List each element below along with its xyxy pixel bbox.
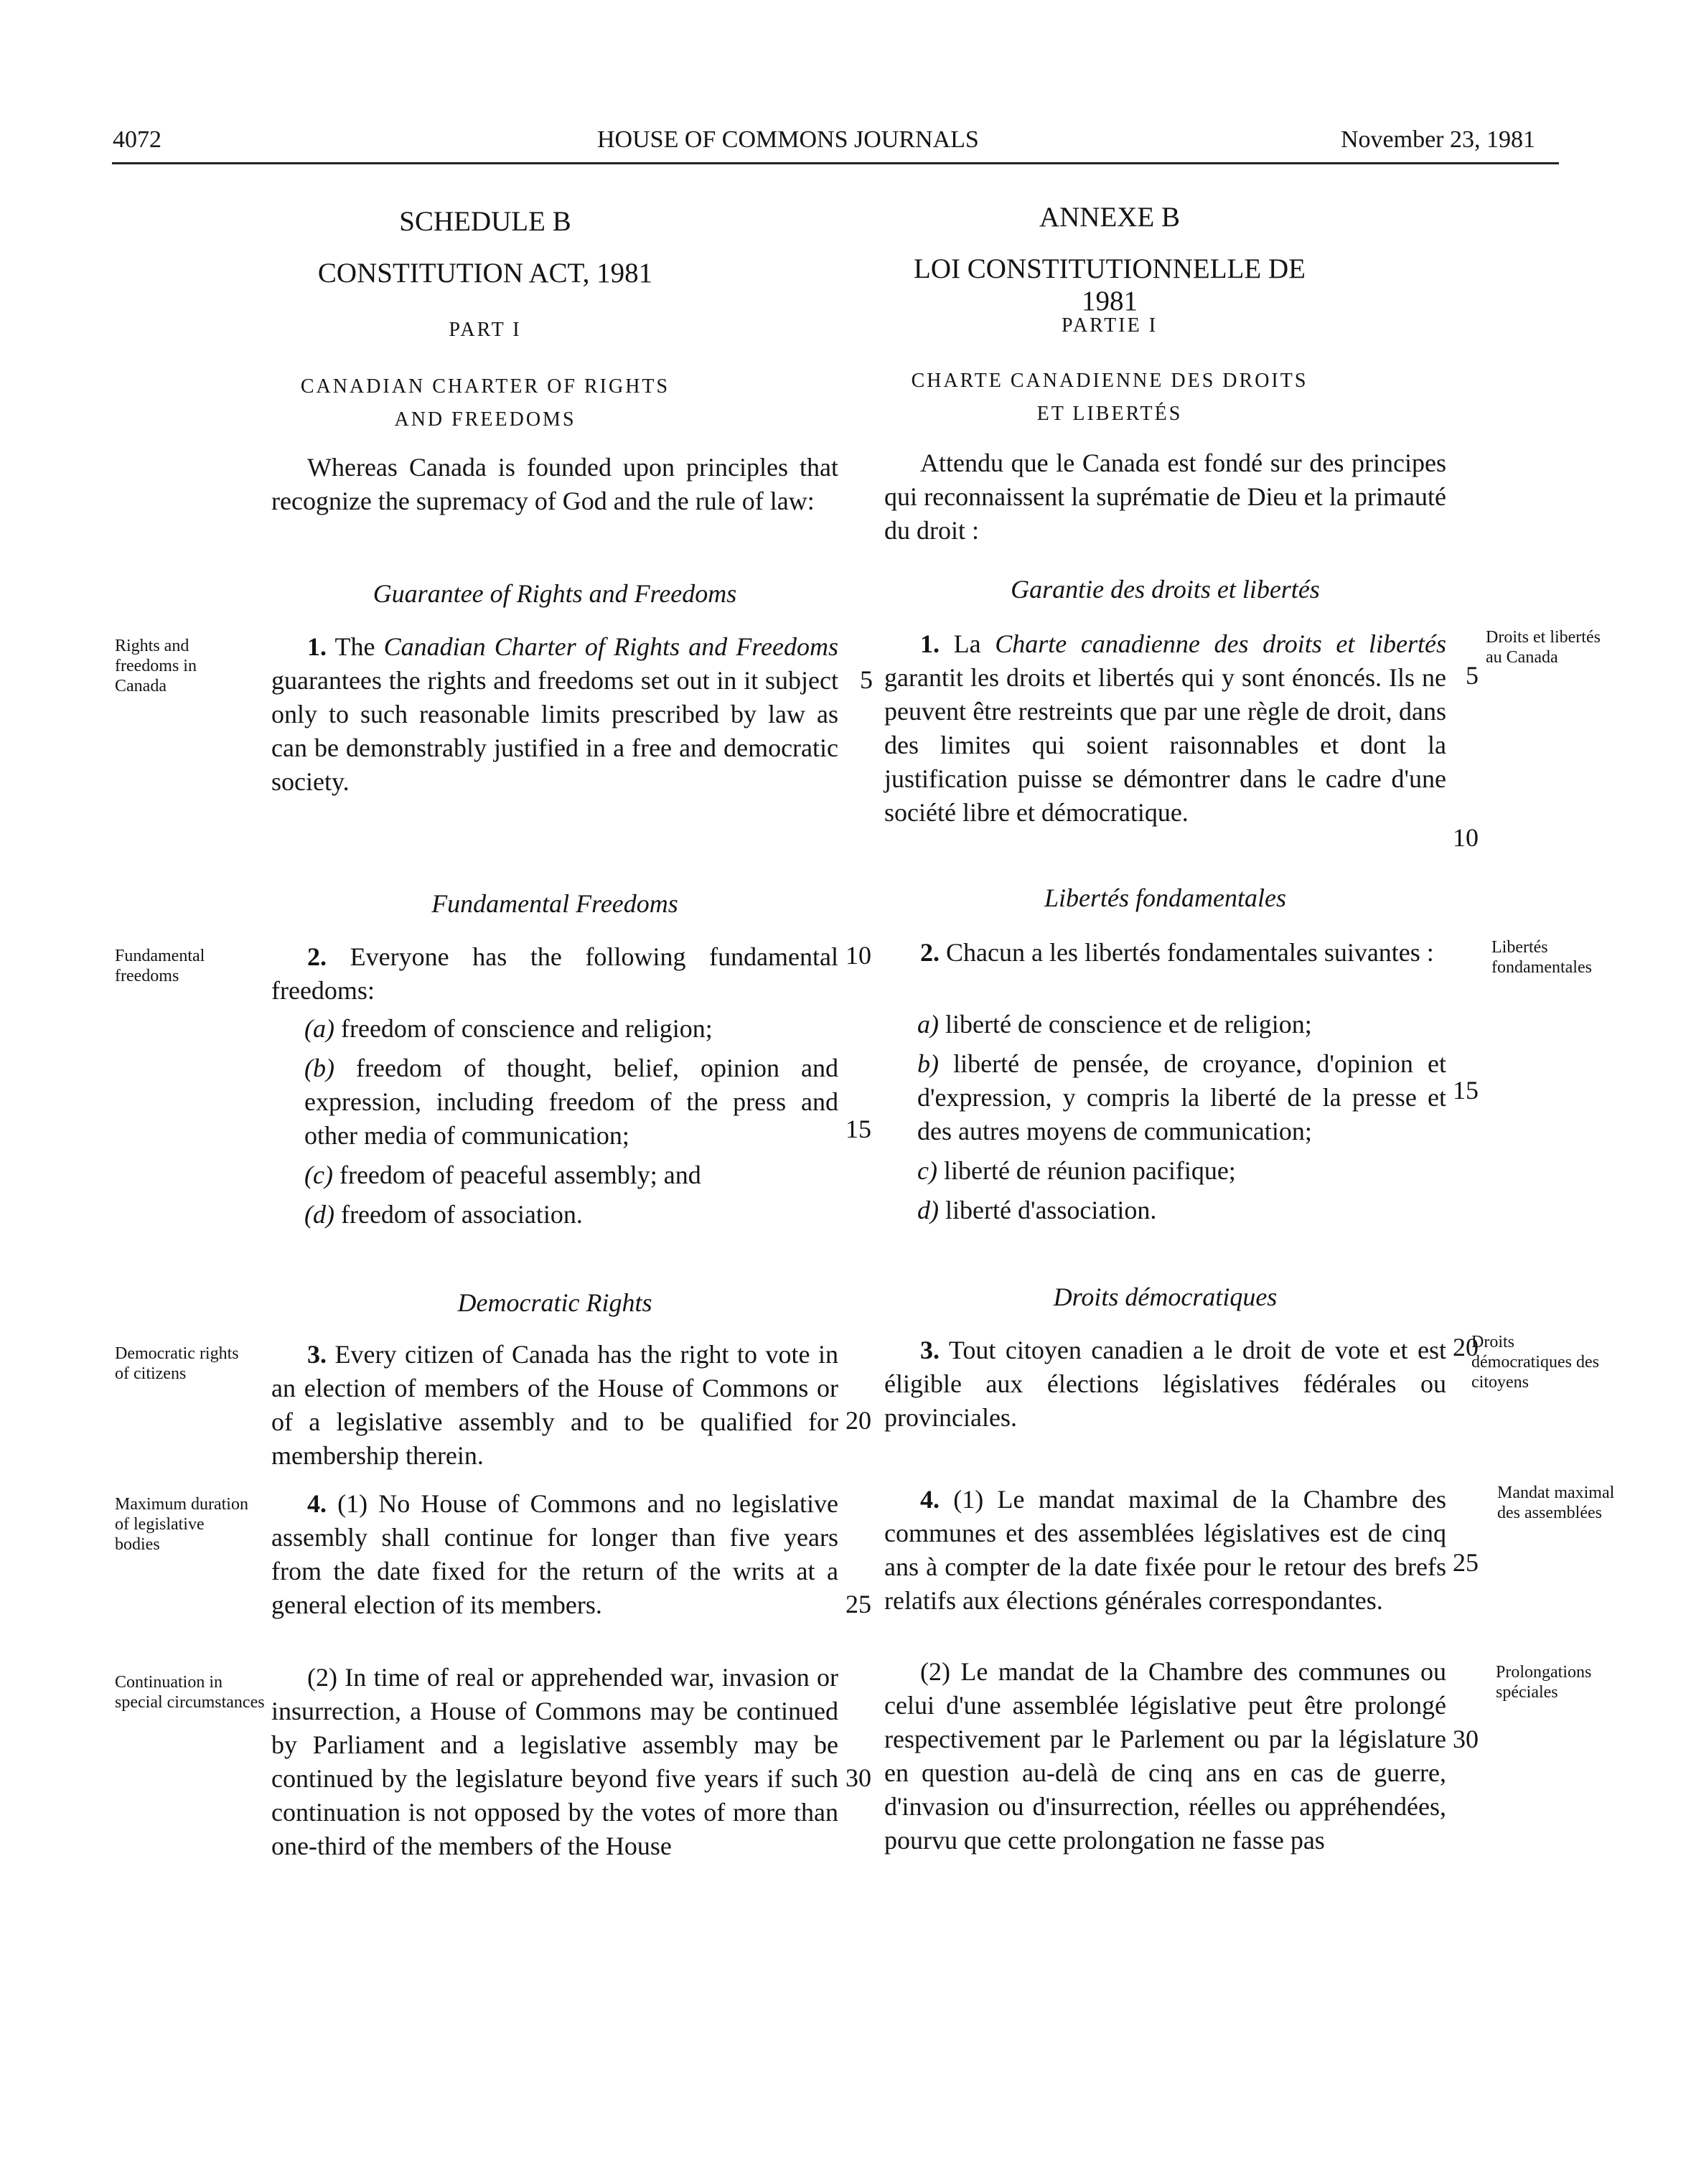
fr-heading-democratic: Droits démocratiques (1053, 1283, 1278, 1311)
en-s2-items (304, 1012, 838, 1232)
en-charter-title: CANADIAN CHARTER OF RIGHTS AND FREEDOMS (300, 375, 670, 431)
fr-s2-item-c: c) liberté de réunion pacifique; (917, 1156, 1236, 1185)
fr-section-1 (884, 627, 1446, 830)
fr-section-3 (884, 1334, 1446, 1435)
en-s3-number: 3. (307, 1340, 327, 1369)
fr-heading-fundamental: Libertés fondamentales (1044, 884, 1286, 912)
en-s2-number: 2. (307, 942, 327, 971)
en-margin-note-fundamental: Fundamental freedoms (115, 947, 205, 985)
en-margin-note-duration: Maximum duration of legislative bodies (115, 1495, 248, 1554)
fr-s4-1-text: (1) Le mandat maximal de la Chambre des communes et des assemblées législatives est de cinq ans à compter de la date fixée pour le retour des brefs relatifs aux élections générales correspondantes. (884, 1485, 1446, 1615)
en-s1-charter-title: Canadian Charter of Rights and Freedoms (383, 632, 838, 661)
en-s4-1-text: (1) No House of Commons and no legislative assembly shall continue for longer than five years from the date fixed for the return of the writs at a general election of its members. (271, 1489, 838, 1619)
en-line-number-30: 30 (846, 1763, 871, 1792)
en-line-number-20: 20 (846, 1406, 871, 1435)
en-s1-number: 1. (307, 632, 327, 661)
en-section-4-1 (271, 1487, 838, 1622)
en-s2-item-b: (b) freedom of thought, belief, opinion and expression, including freedom of the press and other media of communication; (304, 1054, 839, 1150)
header-rule (112, 162, 1559, 164)
en-s2-item-c: (c) freedom of peaceful assembly; and (304, 1161, 701, 1189)
en-section-1 (271, 630, 838, 799)
fr-s2-item-b: b) liberté de pensée, de croyance, d'opinion et d'expression, y compris la liberté de la presse et des autres moyens de communication; (917, 1049, 1446, 1145)
en-line-number-5: 5 (860, 665, 873, 694)
fr-line-number-30: 30 (1453, 1725, 1479, 1753)
fr-act-title: LOI CONSTITUTIONNELLE DE 1981 (914, 253, 1306, 317)
fr-s2-items (917, 1008, 1446, 1227)
en-act-title: CONSTITUTION ACT, 1981 (317, 258, 653, 289)
en-part-title: PART I (449, 319, 522, 341)
fr-charter-title: CHARTE CANADIENNE DES DROITS ET LIBERTÉS (911, 370, 1308, 425)
fr-part-title: PARTIE I (1061, 314, 1158, 337)
journal-date: November 23, 1981 (1341, 126, 1536, 153)
fr-s1-number: 1. (920, 629, 940, 658)
en-schedule-title: SCHEDULE B (399, 206, 571, 237)
fr-line-number-15: 15 (1453, 1076, 1479, 1105)
fr-s4-number: 4. (920, 1485, 940, 1514)
en-margin-note-continuation: Continuation in special circumstances (115, 1673, 265, 1712)
en-margin-note-rights: Rights and freedoms in Canada (115, 637, 197, 695)
en-s1-text: guarantees the rights and freedoms set out in it subject only to such reasonable limits prescribed by law as can be demonstrably justified in a free and democratic society. (271, 666, 838, 796)
en-s1-pre: The (334, 632, 375, 661)
en-line-number-10: 10 (846, 941, 871, 970)
page-number: 4072 (113, 126, 161, 153)
en-s4-number: 4. (307, 1489, 327, 1518)
fr-margin-note-duration: Mandat maximal des assemblées (1497, 1484, 1615, 1522)
en-preamble: Whereas Canada is founded upon principles that recognize the supremacy of God and the rule of law: (271, 453, 838, 515)
fr-s2-item-d: d) liberté d'association. (917, 1196, 1157, 1224)
fr-line-number-25: 25 (1453, 1548, 1479, 1577)
en-s2-item-d: (d) freedom of association. (304, 1200, 583, 1229)
en-line-number-15: 15 (846, 1115, 871, 1143)
fr-line-number-10: 10 (1453, 823, 1479, 852)
fr-margin-note-continuation: Prolongations spéciales (1496, 1663, 1592, 1702)
en-section-2 (271, 940, 838, 1008)
fr-margin-note-democratic: Droits démocratiques des citoyens (1471, 1333, 1599, 1392)
fr-s3-number: 3. (920, 1336, 940, 1364)
fr-section-4-2: (2) Le mandat de la Chambre des communes ou celui d'une assemblée législative peut être prolongé respectivement par le Parlement ou par la législature en question au-delà de cinq ans en cas de guerre, d'invasion ou d'insurrection, réelles ou appréhendées, pourvu que cette prolongation ne fasse pas (884, 1657, 1446, 1855)
en-heading-guarantee: Guarantee of Rights and Freedoms (373, 579, 737, 608)
fr-s2-item-a: a) liberté de conscience et de religion; (917, 1010, 1312, 1039)
en-s2-item-a: (a) freedom of conscience and religion; (304, 1014, 713, 1043)
fr-s3-text: Tout citoyen canadien a le droit de vote et est éligible aux élections législatives fédérales ou provinciales. (884, 1336, 1446, 1432)
en-s2-text: Everyone has the following fundamental freedoms: (271, 942, 839, 1005)
fr-heading-guarantee: Garantie des droits et libertés (1011, 575, 1320, 604)
fr-s1-text: garantit les droits et libertés qui y sont énoncés. Ils ne peuvent être restreints que par une règle de droit, dans des limites qui soient raisonnables et dont la justification puisse se démontrer dans le cadre d'une société libre et démocratique. (884, 663, 1446, 827)
fr-s1-charter-title: Charte canadienne des droits et libertés (995, 629, 1447, 658)
fr-preamble: Attendu que le Canada est fondé sur des principes qui reconnaissent la suprématie de Dieu et la primauté du droit : (884, 449, 1446, 545)
en-heading-fundamental: Fundamental Freedoms (431, 889, 678, 918)
fr-line-number-20: 20 (1453, 1333, 1479, 1362)
fr-section-2 (884, 936, 1446, 970)
en-section-3 (271, 1338, 838, 1473)
en-heading-democratic: Democratic Rights (457, 1288, 652, 1317)
fr-s2-number: 2. (920, 938, 940, 967)
en-line-number-25: 25 (846, 1590, 871, 1618)
en-s3-text: Every citizen of Canada has the right to vote in an election of members of the House of Commons or of a legislative assembly and to be qualified for membership therein. (271, 1340, 839, 1470)
en-margin-note-democratic: Democratic rights of citizens (115, 1344, 239, 1383)
fr-section-4-1 (884, 1483, 1446, 1618)
fr-margin-note-rights: Droits et libertés au Canada (1486, 628, 1601, 667)
en-section-4-2: (2) In time of real or apprehended war, invasion or insurrection, a House of Commons may be continued by Parliament and a legislative assembly may be continued by the legislature beyond five years if such continuation is not opposed by the votes of more than one-third of the members of the House (271, 1663, 838, 1860)
fr-s2-text: Chacun a les libertés fondamentales suivantes : (946, 938, 1434, 967)
fr-schedule-title: ANNEXE B (1039, 202, 1181, 233)
fr-margin-note-fundamental: Libertés fondamentales (1491, 938, 1592, 977)
journal-title: HOUSE OF COMMONS JOURNALS (597, 126, 979, 153)
fr-line-number-5: 5 (1466, 661, 1479, 690)
fr-s1-pre: La (953, 629, 981, 658)
